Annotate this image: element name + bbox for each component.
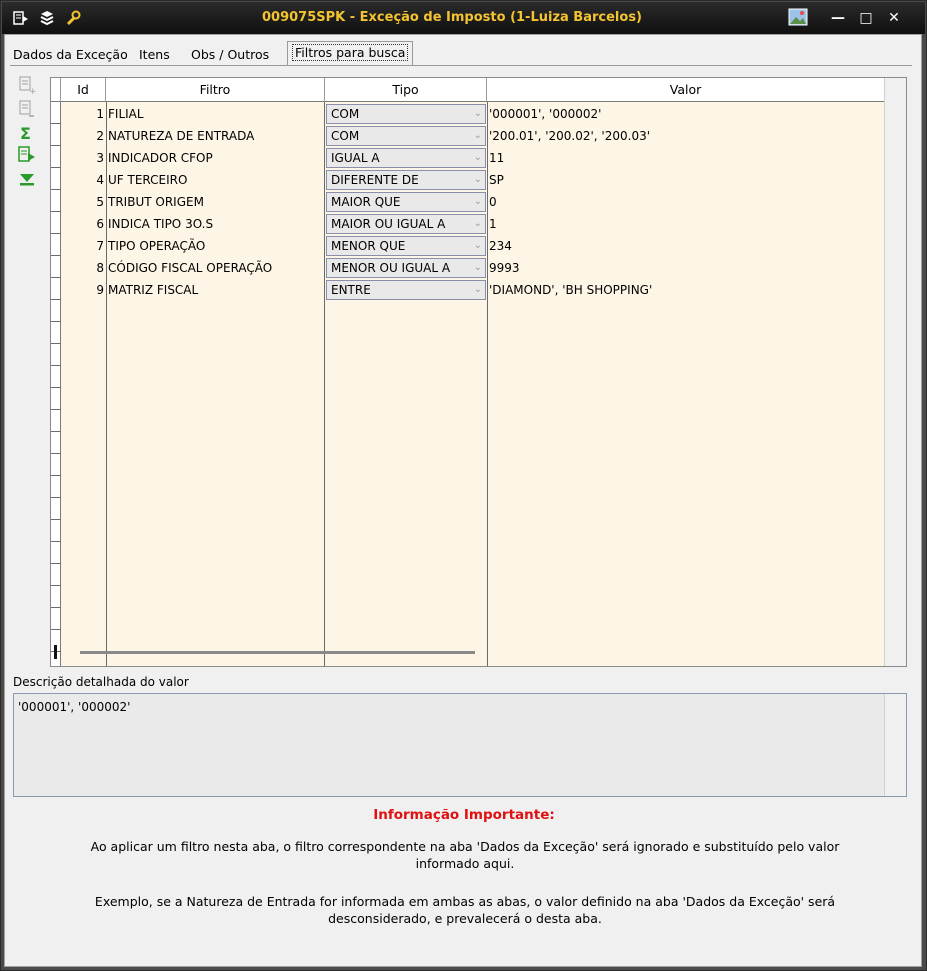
image-icon[interactable] xyxy=(788,8,808,26)
row-gutter-line xyxy=(51,607,61,608)
description-value: '000001', '000002' xyxy=(18,700,131,714)
header-corner xyxy=(51,78,61,102)
row-gutter-line xyxy=(51,519,61,520)
cell-id: 7 xyxy=(96,239,104,253)
minimize-button[interactable]: — xyxy=(831,10,845,26)
cell-tipo-dropdown[interactable] xyxy=(326,170,486,190)
header-id[interactable]: Id xyxy=(61,78,106,102)
row-gutter-line xyxy=(51,343,61,344)
table-row[interactable] xyxy=(51,169,884,191)
row-gutter-line xyxy=(51,585,61,586)
cell-tipo-value: COM xyxy=(331,107,360,121)
header-tipo[interactable]: Tipo xyxy=(325,78,487,102)
cell-tipo-dropdown[interactable] xyxy=(326,192,486,212)
add-row-icon[interactable] xyxy=(17,75,37,95)
table-row[interactable] xyxy=(51,125,884,147)
tab-obs-outros[interactable]: Obs / Outros xyxy=(191,47,270,62)
cell-tipo-dropdown[interactable] xyxy=(326,148,486,168)
cell-filtro[interactable]: CÓDIGO FISCAL OPERAÇÃO xyxy=(108,261,273,275)
cell-tipo-dropdown[interactable] xyxy=(326,104,486,124)
cell-filtro[interactable]: INDICA TIPO 3O.S xyxy=(108,217,214,231)
cell-id: 8 xyxy=(96,261,104,275)
info-paragraph-2: Exemplo, se a Natureza de Entrada for informada em ambas as abas, o valor definido na aba 'Dados da Exceção' será desconsiderado, e prevalecerá o desta aba. xyxy=(94,894,836,926)
cell-id: 9 xyxy=(96,283,104,297)
horizontal-scrollbar[interactable] xyxy=(50,643,907,659)
row-gutter-line xyxy=(51,409,61,410)
tab-dados-excecao[interactable]: Dados da Exceção xyxy=(13,47,128,62)
cell-filtro[interactable]: FILIAL xyxy=(108,107,144,121)
maximize-button[interactable]: □ xyxy=(859,10,873,26)
layers-icon[interactable] xyxy=(38,10,56,26)
cell-tipo-dropdown[interactable] xyxy=(326,126,486,146)
cell-tipo-value: MENOR QUE xyxy=(331,239,406,253)
tab-divider xyxy=(10,65,912,66)
menu-icon[interactable] xyxy=(12,10,30,26)
chevron-down-icon[interactable]: ⌄ xyxy=(473,196,482,207)
chevron-down-icon[interactable]: ⌄ xyxy=(473,218,482,229)
table-row[interactable] xyxy=(51,279,884,301)
row-gutter-line xyxy=(51,453,61,454)
remove-row-icon[interactable] xyxy=(17,99,37,119)
cell-tipo-dropdown[interactable] xyxy=(326,236,486,256)
title-bar[interactable] xyxy=(2,2,925,34)
cell-tipo-value: ENTRE xyxy=(331,283,371,297)
svg-text:+: + xyxy=(29,87,37,95)
svg-text:Σ: Σ xyxy=(20,124,31,143)
go-last-icon[interactable] xyxy=(17,169,37,189)
window-title: 009075SPK - Exceção de Imposto (1-Luiza Barcelos) xyxy=(261,10,642,25)
cell-id: 5 xyxy=(96,195,104,209)
cell-filtro[interactable]: TIPO OPERAÇÃO xyxy=(108,239,206,253)
row-gutter-line xyxy=(51,431,61,432)
cell-valor[interactable]: 'DIAMOND', 'BH SHOPPING' xyxy=(489,283,653,297)
cell-id: 1 xyxy=(96,107,104,121)
table-row[interactable] xyxy=(51,191,884,213)
row-gutter-line xyxy=(51,629,61,630)
chevron-down-icon[interactable]: ⌄ xyxy=(473,284,482,295)
cell-valor[interactable]: 9993 xyxy=(489,261,520,275)
horizontal-scroll-thumb[interactable] xyxy=(80,651,475,654)
sum-icon[interactable] xyxy=(17,123,37,143)
chevron-down-icon[interactable]: ⌄ xyxy=(473,108,482,119)
cell-tipo-value: MENOR OU IGUAL A xyxy=(331,261,451,275)
cell-filtro[interactable]: TRIBUT ORIGEM xyxy=(108,195,204,209)
scroll-marker xyxy=(54,645,57,659)
cell-valor[interactable]: 234 xyxy=(489,239,512,253)
cell-tipo-value: DIFERENTE DE xyxy=(331,173,419,187)
cell-filtro[interactable]: UF TERCEIRO xyxy=(108,173,188,187)
cell-id: 6 xyxy=(96,217,104,231)
row-gutter-line xyxy=(51,475,61,476)
vertical-scrollbar[interactable] xyxy=(884,78,906,667)
cell-valor[interactable]: '000001', '000002' xyxy=(489,107,602,121)
tab-filtros-busca-label: Filtros para busca xyxy=(292,44,408,61)
wrench-icon[interactable] xyxy=(64,10,82,26)
cell-id: 4 xyxy=(96,173,104,187)
info-paragraph-1: Ao aplicar um filtro nesta aba, o filtro correspondente na aba 'Dados da Exceção' será ignorado e substituído pelo valor informado aqui. xyxy=(90,839,840,871)
header-valor[interactable]: Valor xyxy=(669,82,702,97)
row-gutter-line xyxy=(51,563,61,564)
table-row[interactable] xyxy=(51,213,884,235)
info-title: Informação Importante: xyxy=(373,807,555,823)
cell-tipo-value: MAIOR OU IGUAL A xyxy=(331,217,446,231)
description-field[interactable] xyxy=(13,693,907,797)
chevron-down-icon[interactable]: ⌄ xyxy=(473,130,482,141)
chevron-down-icon[interactable]: ⌄ xyxy=(473,174,482,185)
cell-tipo-dropdown[interactable] xyxy=(326,214,486,234)
chevron-down-icon[interactable]: ⌄ xyxy=(473,240,482,251)
cell-valor[interactable]: 1 xyxy=(489,217,497,231)
cell-tipo-value: MAIOR QUE xyxy=(331,195,401,209)
chevron-down-icon[interactable]: ⌄ xyxy=(473,152,482,163)
tab-filtros-busca[interactable] xyxy=(287,41,413,65)
cell-filtro[interactable]: INDICADOR CFOP xyxy=(108,151,213,165)
close-button[interactable]: ✕ xyxy=(888,10,900,26)
row-gutter-line xyxy=(51,541,61,542)
table-row[interactable] xyxy=(51,235,884,257)
filter-grid xyxy=(50,77,907,667)
row-gutter-line xyxy=(51,497,61,498)
cell-tipo-value: IGUAL A xyxy=(331,151,380,165)
row-gutter-line xyxy=(51,365,61,366)
row-gutter-line xyxy=(51,387,61,388)
row-gutter-line xyxy=(51,321,61,322)
table-row[interactable] xyxy=(51,257,884,279)
cell-tipo-value: COM xyxy=(331,129,360,143)
table-row[interactable] xyxy=(51,147,884,169)
description-scrollbar[interactable] xyxy=(884,694,906,796)
chevron-down-icon[interactable]: ⌄ xyxy=(473,262,482,273)
cell-tipo-dropdown[interactable] xyxy=(326,258,486,278)
header-filtro[interactable]: Filtro xyxy=(106,78,325,102)
cell-filtro[interactable]: MATRIZ FISCAL xyxy=(108,283,199,297)
description-label: Descrição detalhada do valor xyxy=(13,675,189,689)
grid-header xyxy=(51,78,884,102)
cell-valor[interactable]: 11 xyxy=(489,151,505,165)
cell-valor[interactable]: 0 xyxy=(489,195,497,209)
cell-id: 2 xyxy=(96,129,104,143)
cell-filtro[interactable]: NATUREZA DE ENTRADA xyxy=(108,129,255,143)
tab-itens[interactable]: Itens xyxy=(139,47,170,62)
cell-tipo-dropdown[interactable] xyxy=(326,280,486,300)
export-icon[interactable] xyxy=(17,145,37,165)
table-row[interactable] xyxy=(51,103,884,125)
cell-id: 3 xyxy=(96,151,104,165)
cell-valor[interactable]: '200.01', '200.02', '200.03' xyxy=(489,129,651,143)
window-client xyxy=(4,34,922,967)
cell-valor[interactable]: SP xyxy=(489,173,504,187)
